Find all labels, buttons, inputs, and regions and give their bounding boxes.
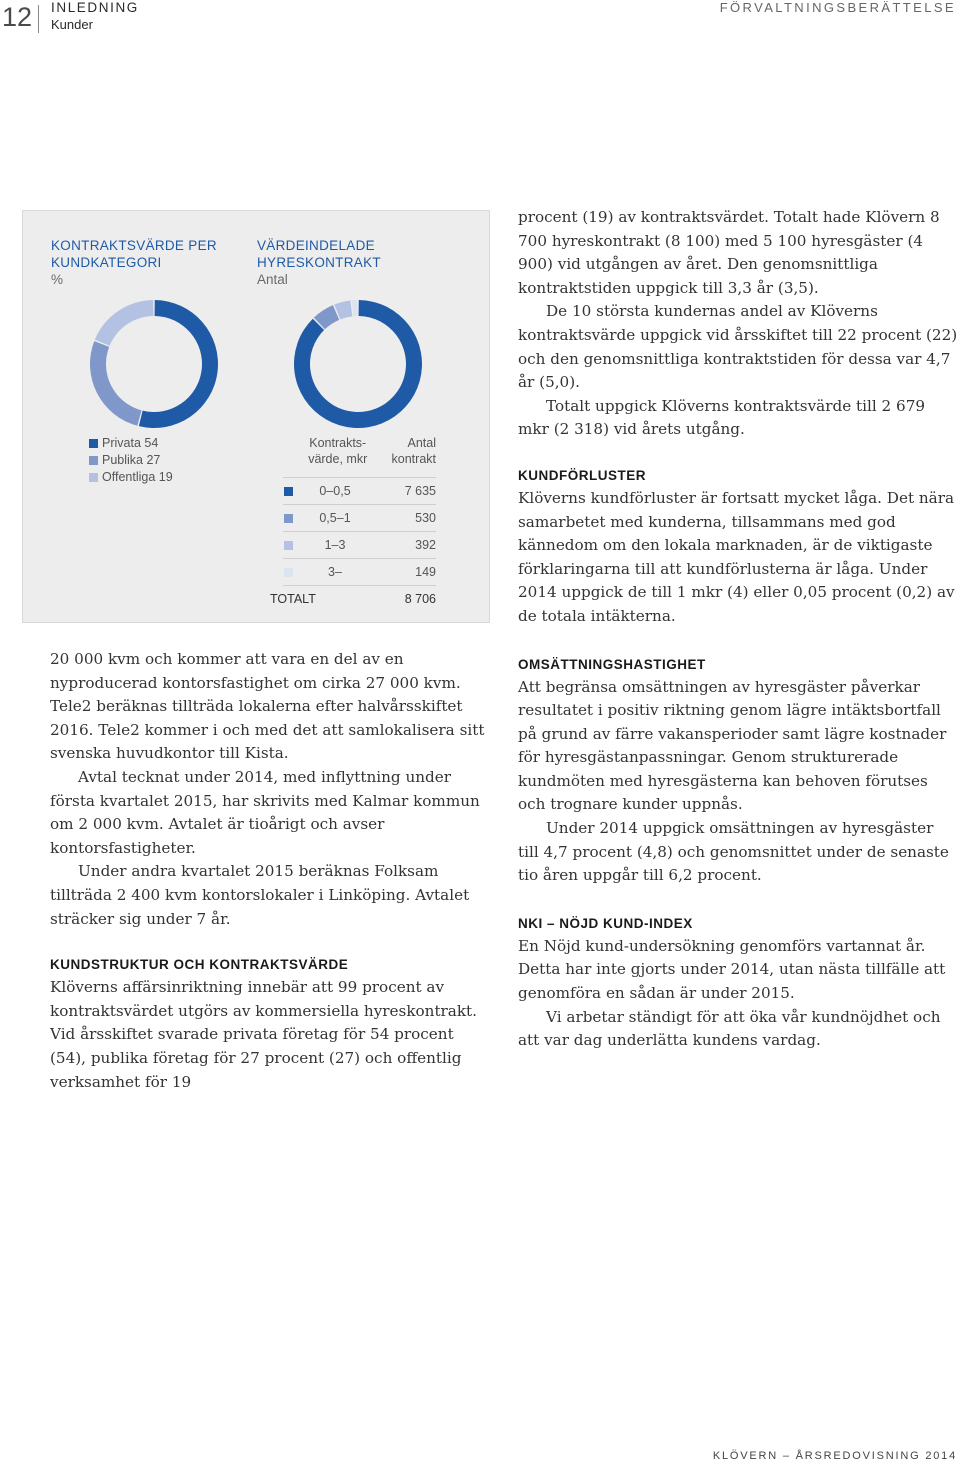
heading-kundforluster: KUNDFÖRLUSTER bbox=[518, 467, 646, 483]
legend-item bbox=[89, 435, 173, 452]
row-count: 149 bbox=[415, 565, 436, 579]
donut-chart-hyreskontrakt bbox=[293, 299, 423, 429]
col-header-count: Antal kontrakt bbox=[391, 436, 436, 466]
donut-slice-3 bbox=[95, 300, 154, 346]
page-number: 12 bbox=[2, 2, 33, 32]
legend-item bbox=[89, 469, 173, 486]
right-column bbox=[518, 206, 958, 1053]
contract-value-table bbox=[270, 435, 436, 612]
legend-swatch bbox=[89, 456, 98, 465]
chart2-title-text: VÄRDEINDELADE HYRESKONTRAKT bbox=[257, 238, 381, 270]
row-count: 7 635 bbox=[404, 484, 436, 498]
donut-slice-4 bbox=[352, 300, 358, 316]
header-divider bbox=[38, 5, 39, 33]
donut-slice-1 bbox=[139, 300, 218, 428]
body-paragraph: Klöverns kundförluster är fortsatt mycket låga. Det nära samarbetet med kunderna, tillsammans med god kännedom om den lokala marknaden, är de viktigaste förklaringarna till att kundförlusterna är låga. Under 2014 uppgick de till 1 mkr (4) eller 0,05 procent (0,2) av de totala intäkterna. bbox=[518, 488, 955, 625]
table-row bbox=[283, 531, 436, 558]
heading-nki: NKI – NÖJD KUND-INDEX bbox=[518, 915, 693, 931]
body-paragraph: En Nöjd kund-undersökning genomförs vartannat år. Detta har inte gjorts under 2014, utan nästa tillfälle att genomföra en sådan är under 2015. bbox=[518, 936, 946, 1003]
chart-panel bbox=[22, 210, 490, 623]
row-swatch bbox=[284, 487, 293, 496]
body-paragraph: Avtal tecknat under 2014, med inflyttning under första kvartalet 2015, har skrivits med Kalmar kommun om 2 000 kvm. Avtalet är tioårigt och avser kontorsfastigheter. bbox=[50, 767, 480, 857]
chart1-unit: % bbox=[51, 272, 64, 287]
legend-label: Publika 27 bbox=[102, 453, 161, 467]
chart2-title bbox=[257, 237, 447, 288]
body-paragraph: Under andra kvartalet 2015 beräknas Folksam tillträda 2 400 kvm kontorslokaler i Linköping. Avtalet sträcker sig under 7 år. bbox=[50, 862, 470, 928]
donut-slice-1 bbox=[294, 300, 422, 428]
heading-omsattningshastighet: OMSÄTTNINGSHASTIGHET bbox=[518, 656, 706, 672]
left-column bbox=[50, 648, 490, 1094]
running-header: FÖRVALTNINGSBERÄTTELSE bbox=[719, 0, 956, 15]
subsection-title: Kunder bbox=[51, 17, 93, 32]
table-row bbox=[283, 477, 436, 504]
total-label: TOTALT bbox=[270, 592, 316, 606]
legend-label: Offentliga 19 bbox=[102, 470, 173, 484]
legend-swatch bbox=[89, 439, 98, 448]
row-swatch bbox=[284, 514, 293, 523]
row-range: 0,5–1 bbox=[319, 511, 351, 525]
chart2-unit: Antal bbox=[257, 272, 288, 287]
row-swatch bbox=[284, 541, 293, 550]
legend-label: Privata 54 bbox=[102, 436, 159, 450]
body-paragraph: Vi arbetar ständigt för att öka vår kundnöjdhet och att var dag underlätta kundens vardag. bbox=[518, 1007, 941, 1050]
body-paragraph: Under 2014 uppgick omsättningen av hyresgäster till 4,7 procent (4,8) och genomsnittet under de senaste tio åren uppgår till 6,2 procent. bbox=[518, 819, 949, 885]
table-total-row bbox=[270, 585, 436, 612]
chart1-title-text: KONTRAKTSVÄRDE PER KUNDKATEGORI bbox=[51, 238, 217, 270]
body-paragraph: Klöverns affärsinriktning innebär att 99 procent av kontraktsvärdet utgörs av kommersiella hyreskontrakt. Vid årsskiftet svarade privata företag för 54 procent (54), publika företag för 27 procent (27) och offentlig verksamhet för 19 bbox=[50, 978, 477, 1091]
section-title: INLEDNING bbox=[51, 0, 139, 15]
donut-chart-kundkategori bbox=[89, 299, 219, 429]
table-row bbox=[283, 558, 436, 585]
body-paragraph: procent (19) av kontraktsvärdet. Totalt hade Klövern 8 700 hyreskontrakt (8 100) med 5 100 hyresgäster (4 900) vid utgången av året. Den genomsnittliga kontraktstiden uppgick till 3,3 år (3,5). bbox=[518, 208, 940, 297]
row-range: 0–0,5 bbox=[319, 484, 351, 498]
row-count: 392 bbox=[415, 538, 436, 552]
table-header bbox=[283, 435, 436, 467]
legend-item bbox=[89, 452, 173, 469]
body-paragraph: 20 000 kvm och kommer att vara en del av en nyproducerad kontorsfastighet om cirka 27 000 kvm. Tele2 beräknas tillträda lokalerna efter halvårsskiftet 2016. Tele2 kommer i och med det att samlokalisera sitt svenska huvudkontor till Kista. bbox=[50, 650, 485, 763]
chart1-legend bbox=[89, 435, 173, 486]
body-paragraph: De 10 största kundernas andel av Klöverns kontraktsvärde uppgick vid årsskiftet till 22 procent (22) och den genomsnittliga kontraktstiden för dessa var 4,7 år (5,0). bbox=[518, 302, 958, 392]
page-footer: KLÖVERN – ÅRSREDOVISNING 2014 bbox=[712, 1450, 957, 1462]
legend-swatch bbox=[89, 473, 98, 482]
body-paragraph: Att begränsa omsättningen av hyresgäster påverkar resultatet i positiv riktning genom lägre intäktsbortfall på grund av färre vakansperioder samt lägre kostnader för hyresgästanpassningar. Genom strukturerade kundmöten med hyresgästerna kan behoven förutses och trognare kunder uppnås. bbox=[518, 677, 947, 814]
table-row bbox=[283, 504, 436, 531]
chart1-title bbox=[51, 237, 241, 288]
body-paragraph: Totalt uppgick Klöverns kontraktsvärde till 2 679 mkr (2 318) vid årets utgång. bbox=[518, 396, 926, 439]
row-count: 530 bbox=[415, 511, 436, 525]
donut-slice-2 bbox=[90, 341, 142, 426]
row-range: 3– bbox=[328, 565, 342, 579]
total-value: 8 706 bbox=[404, 592, 436, 606]
row-swatch bbox=[284, 568, 293, 577]
col-header-value: Kontrakts- värde, mkr bbox=[308, 436, 368, 466]
row-range: 1–3 bbox=[324, 538, 346, 552]
heading-kundstruktur: KUNDSTRUKTUR OCH KONTRAKTSVÄRDE bbox=[50, 957, 349, 973]
